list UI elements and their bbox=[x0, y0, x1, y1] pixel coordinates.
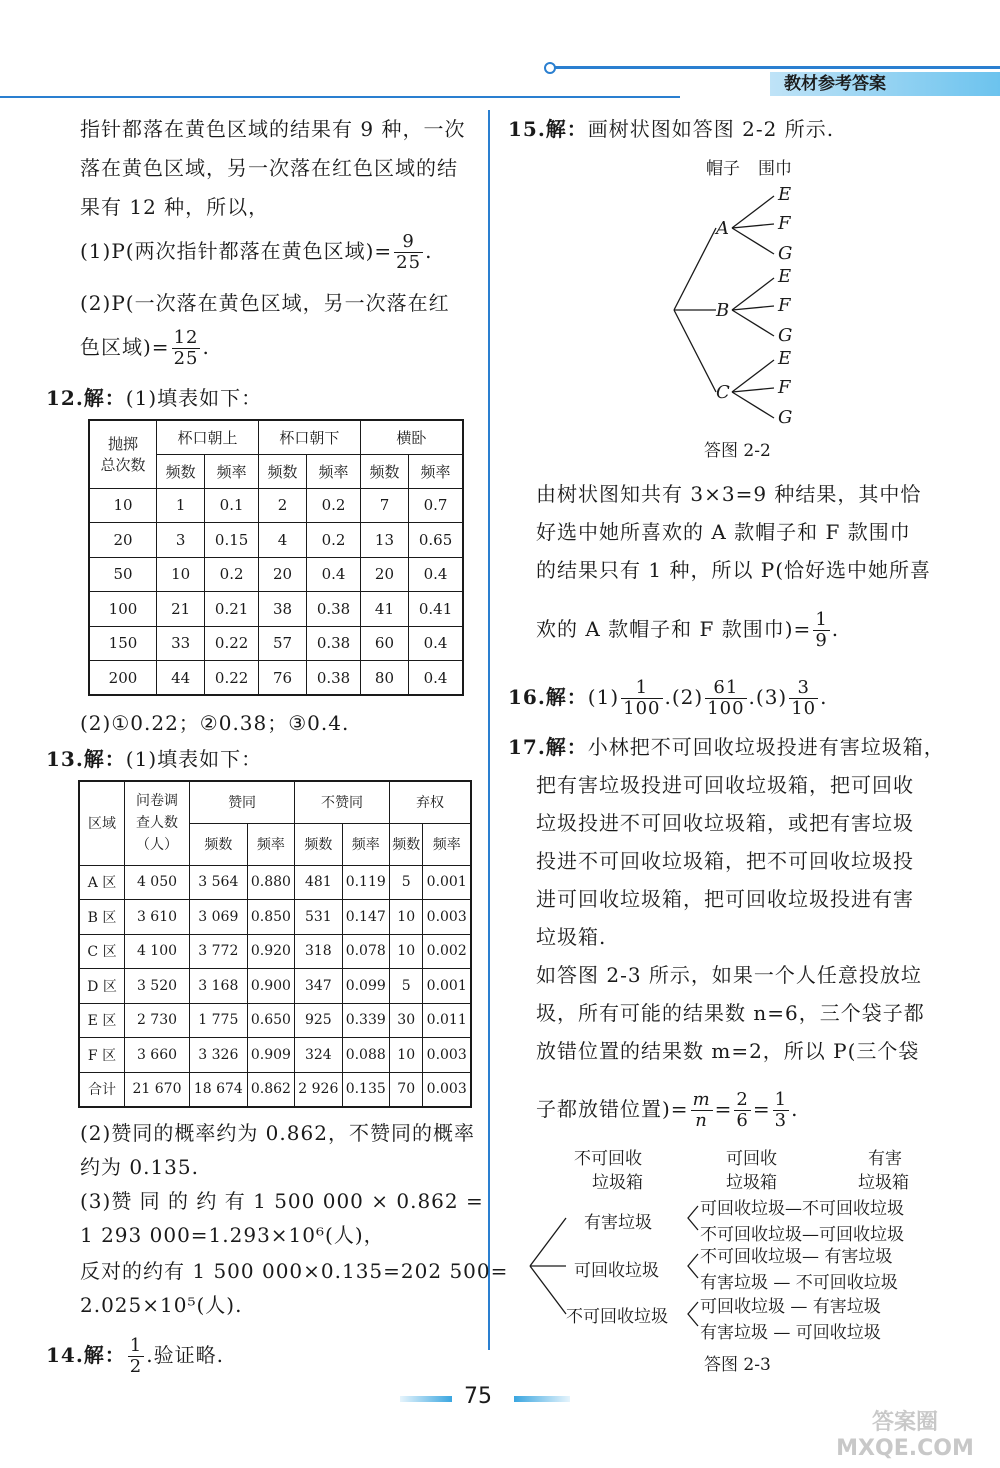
t13-cell: 1 775 bbox=[190, 1003, 248, 1038]
t12-cell: 20 bbox=[360, 557, 408, 592]
t13-cell: 2 730 bbox=[125, 1003, 190, 1038]
t12-throw-1: 抛掷 bbox=[107, 435, 138, 454]
q14-fraction bbox=[128, 1336, 144, 1377]
tree2-leaf: 有害垃圾 — 不可回收垃圾 bbox=[700, 1273, 898, 1293]
tree2-branch bbox=[530, 1218, 566, 1266]
t12-cell: 0.4 bbox=[409, 661, 463, 696]
t12-cell: 41 bbox=[360, 592, 408, 627]
t13-cell: 70 bbox=[389, 1072, 422, 1107]
t13-cell: 0.862 bbox=[247, 1072, 294, 1107]
t12-group: 杯口朝下 bbox=[258, 420, 360, 454]
q16-label-3: .(3) bbox=[748, 685, 788, 709]
t13-cell: 0.880 bbox=[247, 865, 294, 900]
q17-body2-3: 放错位置的结果数 m=2，所以 P(三个袋 bbox=[536, 1039, 920, 1063]
t13-cell: 0.003 bbox=[423, 900, 471, 935]
q16-den-3: 10 bbox=[791, 698, 817, 719]
q17-num-3: 1 bbox=[774, 1089, 788, 1110]
q17-body-4: 投进不可回收垃圾箱，把不可回收垃圾投 bbox=[536, 849, 914, 873]
t13-cell: 18 674 bbox=[190, 1072, 248, 1107]
tree1-header-hat: 帽子 bbox=[706, 159, 740, 179]
watermark: 答案圈 MXQE.COM bbox=[836, 1410, 974, 1461]
q17-number: 17.解： bbox=[508, 735, 588, 759]
t12-cell: 0.21 bbox=[205, 592, 259, 627]
t13-cell: 0.001 bbox=[423, 969, 471, 1004]
t13-row bbox=[79, 934, 471, 969]
t12-cell: 38 bbox=[258, 592, 306, 627]
header-title: 教材参考答案 bbox=[784, 74, 886, 94]
t12-group: 杯口朝上 bbox=[157, 420, 259, 454]
tree1-leaf: F bbox=[778, 377, 791, 398]
tree2-leaf: 不可回收垃圾—可回收垃圾 bbox=[700, 1225, 904, 1245]
q17-body-6: 垃圾箱. bbox=[536, 925, 607, 949]
q17-fraction-3 bbox=[773, 1090, 789, 1131]
t13-people-3: （人） bbox=[136, 837, 178, 854]
intro-line-1: 指针都落在黄色区域的结果有 9 种，一次 bbox=[80, 117, 466, 141]
t12-cell: 0.38 bbox=[307, 661, 361, 696]
t13-cell: E 区 bbox=[79, 1003, 125, 1038]
tree2-header-3a: 有害 bbox=[868, 1149, 902, 1169]
t12-sub: 频率 bbox=[205, 454, 259, 488]
t12-sub: 频率 bbox=[409, 454, 463, 488]
q14-text: .验证略. bbox=[146, 1343, 224, 1367]
t12-sub: 频数 bbox=[258, 454, 306, 488]
t12-cell: 21 bbox=[157, 592, 205, 627]
t12-cell: 1 bbox=[157, 488, 205, 523]
q17-den-3: 3 bbox=[774, 1110, 788, 1131]
t12-sub: 频率 bbox=[307, 454, 361, 488]
tree1-root: C bbox=[716, 382, 730, 403]
q16-number: 16.解： bbox=[508, 685, 588, 709]
t12-cell: 0.4 bbox=[307, 557, 361, 592]
tree2-leaf: 有害垃圾 — 可回收垃圾 bbox=[700, 1323, 881, 1343]
q15-text: 画树状图如答图 2-2 所示. bbox=[587, 117, 835, 141]
t13-row bbox=[79, 865, 471, 900]
prob-2: 色区域)= $\frac{12}{25}$ . bbox=[80, 327, 210, 369]
t12-cell: 0.1 bbox=[205, 488, 259, 523]
tree1-branch bbox=[732, 306, 774, 310]
header-dot bbox=[544, 62, 556, 74]
t12-throw-2: 总次数 bbox=[100, 456, 146, 475]
top-rule bbox=[0, 96, 680, 98]
t13-cell: 0.078 bbox=[342, 934, 389, 969]
column-divider bbox=[488, 110, 490, 1350]
t13-cell: 0.011 bbox=[423, 1003, 471, 1038]
t13-cell: 0.088 bbox=[342, 1038, 389, 1073]
t12-cell: 0.38 bbox=[307, 592, 361, 627]
q13-text: (1)填表如下： bbox=[125, 747, 263, 771]
t12-row bbox=[89, 523, 463, 558]
t12-group: 横卧 bbox=[360, 420, 463, 454]
t13-group: 不赞同 bbox=[295, 781, 390, 823]
prob-2-num: 12 bbox=[173, 327, 199, 348]
q17-den-1: n bbox=[695, 1110, 708, 1131]
t13-cell: 3 520 bbox=[125, 969, 190, 1004]
tree1-root: A bbox=[716, 218, 729, 239]
tree2-header-2b: 垃圾箱 bbox=[726, 1173, 777, 1193]
q13-answer-3b: 1 293 000=1.293×10⁶(人)， bbox=[80, 1223, 385, 1247]
q15-body-1: 由树状图知共有 3×3=9 种结果，其中恰 bbox=[536, 482, 922, 506]
q17-body-1: 小林把不可回收垃圾投进有害垃圾箱， bbox=[587, 735, 945, 759]
t12-cell: 200 bbox=[89, 661, 157, 696]
t12-cell: 0.38 bbox=[307, 626, 361, 661]
prob-1-label: (1)P(两次指针都落在黄色区域)= bbox=[80, 239, 393, 263]
q16-num-2: 61 bbox=[705, 678, 746, 699]
t12-sub: 频数 bbox=[157, 454, 205, 488]
t13-cell: C 区 bbox=[79, 934, 125, 969]
table-q12 bbox=[88, 419, 464, 696]
t13-cell: 0.002 bbox=[423, 934, 471, 969]
q16-num-1: 1 bbox=[621, 678, 662, 699]
q12-number: 12.解： bbox=[46, 386, 126, 410]
t12-cell: 0.2 bbox=[307, 488, 361, 523]
prob-2-den: 25 bbox=[173, 348, 199, 369]
tree2-brace bbox=[688, 1206, 698, 1230]
tree2-header-1a: 不可回收 bbox=[574, 1149, 642, 1169]
tree1-leaf: G bbox=[778, 243, 793, 264]
prob-1-num: 9 bbox=[394, 232, 423, 253]
t13-cell: 3 326 bbox=[190, 1038, 248, 1073]
q14-line bbox=[46, 1336, 224, 1377]
intro-line-3: 果有 12 种，所以， bbox=[80, 195, 270, 219]
t13-row bbox=[79, 1038, 471, 1073]
t13-cell: 324 bbox=[295, 1038, 342, 1073]
t13-cell: 0.920 bbox=[247, 934, 294, 969]
q16-label-2: .(2) bbox=[664, 685, 704, 709]
t13-people-1: 问卷调 bbox=[136, 793, 178, 810]
prob-1: (1)P(两次指针都落在黄色区域)= $\frac{9}{25}$ . bbox=[80, 231, 433, 273]
t12-row bbox=[89, 661, 463, 696]
q16-fraction-2 bbox=[705, 678, 746, 719]
t13-cell: 3 772 bbox=[190, 934, 248, 969]
t13-cell: 合计 bbox=[79, 1072, 125, 1107]
prob-2-line-1: (2)P(一次落在黄色区域，另一次落在红 bbox=[80, 291, 450, 315]
tree2-leaf: 可回收垃圾—不可回收垃圾 bbox=[700, 1199, 904, 1219]
t13-sub: 频数 bbox=[389, 823, 422, 865]
t13-cell: 0.099 bbox=[342, 969, 389, 1004]
t13-sub: 频率 bbox=[247, 823, 294, 865]
t13-cell: 10 bbox=[389, 934, 422, 969]
tree1-leaf: F bbox=[778, 295, 791, 316]
tree1-leaf: G bbox=[778, 325, 793, 346]
q14-num: 1 bbox=[129, 1335, 143, 1356]
q17-line-1 bbox=[508, 734, 945, 760]
t13-cell: 4 050 bbox=[125, 865, 190, 900]
t12-body bbox=[89, 488, 463, 695]
t12-cell: 0.2 bbox=[205, 557, 259, 592]
t12-cell: 150 bbox=[89, 626, 157, 661]
footer-deco-left bbox=[400, 1396, 452, 1402]
tree2-brace bbox=[688, 1254, 698, 1278]
t13-cell: 0.001 bbox=[423, 865, 471, 900]
t13-sub: 频率 bbox=[423, 823, 471, 865]
tree1-branch bbox=[732, 310, 774, 336]
q12-heading bbox=[46, 385, 262, 411]
q12-text: (1)填表如下： bbox=[125, 386, 263, 410]
t13-sub: 频率 bbox=[342, 823, 389, 865]
t12-header-throw bbox=[89, 420, 157, 488]
t12-cell: 76 bbox=[258, 661, 306, 696]
q15-last-text: 欢的 A 款帽子和 F 款围巾)= bbox=[536, 617, 812, 641]
t13-cell: 0.003 bbox=[423, 1038, 471, 1073]
t13-cell: A 区 bbox=[79, 865, 125, 900]
t13-header-people bbox=[125, 781, 190, 865]
t13-cell: 5 bbox=[389, 865, 422, 900]
t13-cell: 0.147 bbox=[342, 900, 389, 935]
t13-cell: 21 670 bbox=[125, 1072, 190, 1107]
t13-cell: 531 bbox=[295, 900, 342, 935]
q13-answer-2b: 约为 0.135. bbox=[80, 1155, 199, 1179]
tree1-branch bbox=[732, 228, 774, 254]
tree2-header-2a: 可回收 bbox=[726, 1149, 777, 1169]
q17-last-line: 子都放错位置)= $\frac{m}{n}$ = $\frac{2}{6}$ = $\frac{1}{3}$ . bbox=[536, 1089, 799, 1131]
tree1-leaf: E bbox=[778, 184, 792, 205]
page-number: 75 bbox=[464, 1384, 492, 1409]
tree2-branch bbox=[530, 1266, 566, 1314]
q15-body-2: 好选中她所喜欢的 A 款帽子和 F 款围巾 bbox=[536, 520, 911, 544]
t13-cell: 0.119 bbox=[342, 865, 389, 900]
q13-number: 13.解： bbox=[46, 747, 126, 771]
t13-cell: 10 bbox=[389, 900, 422, 935]
t12-row bbox=[89, 592, 463, 627]
t12-cell: 20 bbox=[258, 557, 306, 592]
tree2-caption: 答图 2-3 bbox=[704, 1355, 771, 1375]
t12-cell: 0.7 bbox=[409, 488, 463, 523]
t13-cell: 3 660 bbox=[125, 1038, 190, 1073]
prob-2-label: 色区域)= bbox=[80, 335, 170, 359]
t13-cell: 318 bbox=[295, 934, 342, 969]
t13-cell: 4 100 bbox=[125, 934, 190, 969]
q13-answer-3c: 反对的约有 1 500 000×0.135=202 500= bbox=[80, 1259, 509, 1283]
t13-cell: 3 610 bbox=[125, 900, 190, 935]
t12-row bbox=[89, 557, 463, 592]
t12-cell: 10 bbox=[89, 488, 157, 523]
t13-cell: 0.909 bbox=[247, 1038, 294, 1073]
t12-cell: 100 bbox=[89, 592, 157, 627]
t12-cell: 80 bbox=[360, 661, 408, 696]
t13-cell: 0.900 bbox=[247, 969, 294, 1004]
t13-cell: D 区 bbox=[79, 969, 125, 1004]
t13-cell: B 区 bbox=[79, 900, 125, 935]
tree1-leaf: E bbox=[778, 348, 792, 369]
tree2-root: 可回收垃圾 bbox=[574, 1261, 659, 1281]
prob-1-fraction bbox=[394, 232, 423, 273]
t13-row bbox=[79, 969, 471, 1004]
t13-group: 弃权 bbox=[389, 781, 471, 823]
tree2-header-3b: 垃圾箱 bbox=[858, 1173, 909, 1193]
t13-people-2: 查人数 bbox=[136, 815, 178, 832]
q15-number: 15.解： bbox=[508, 117, 588, 141]
t12-sub: 频数 bbox=[360, 454, 408, 488]
q13-heading bbox=[46, 746, 262, 772]
t13-row bbox=[79, 1003, 471, 1038]
t12-cell: 57 bbox=[258, 626, 306, 661]
q16-label-1: (1) bbox=[587, 685, 620, 709]
t12-cell: 0.4 bbox=[409, 557, 463, 592]
t13-cell: 0.850 bbox=[247, 900, 294, 935]
q16-den-1: 100 bbox=[623, 698, 661, 719]
t12-cell: 0.22 bbox=[205, 626, 259, 661]
t12-cell: 2 bbox=[258, 488, 306, 523]
t12-cell: 60 bbox=[360, 626, 408, 661]
q17-fraction-2 bbox=[734, 1090, 750, 1131]
tree2-leaf: 不可回收垃圾— 有害垃圾 bbox=[700, 1247, 893, 1267]
q16-fraction-1 bbox=[621, 678, 662, 719]
q15-fraction bbox=[813, 610, 829, 651]
tree1-leaf: G bbox=[778, 407, 793, 428]
t13-header-area: 区域 bbox=[79, 781, 125, 865]
t12-cell: 0.65 bbox=[409, 523, 463, 558]
q17-body-5: 进可回收垃圾箱，把可回收垃圾投进有害 bbox=[536, 887, 914, 911]
q14-den: 2 bbox=[129, 1356, 143, 1377]
t12-cell: 33 bbox=[157, 626, 205, 661]
q16-fraction-3 bbox=[789, 678, 818, 719]
tree1-caption: 答图 2-2 bbox=[704, 441, 771, 461]
t12-cell: 0.22 bbox=[205, 661, 259, 696]
t12-cell: 0.4 bbox=[409, 626, 463, 661]
t12-cell: 0.2 bbox=[307, 523, 361, 558]
q17-body-2: 把有害垃圾投进可回收垃圾箱，把可回收 bbox=[536, 773, 914, 797]
tree1-branch bbox=[674, 310, 716, 392]
t13-row bbox=[79, 900, 471, 935]
t13-sub: 频数 bbox=[295, 823, 342, 865]
t12-cell: 50 bbox=[89, 557, 157, 592]
prob-1-den: 25 bbox=[396, 252, 422, 273]
t13-cell: 481 bbox=[295, 865, 342, 900]
table-q13 bbox=[78, 780, 472, 1108]
tree2-leaf: 可回收垃圾 — 有害垃圾 bbox=[700, 1297, 881, 1317]
tree2-brace bbox=[688, 1302, 698, 1326]
t12-row bbox=[89, 488, 463, 523]
intro-line-2: 落在黄色区域，另一次落在红色区域的结 bbox=[80, 156, 458, 180]
t13-cell: 5 bbox=[389, 969, 422, 1004]
t12-cell: 13 bbox=[360, 523, 408, 558]
tree1-leaf: F bbox=[778, 213, 791, 234]
q15-num: 1 bbox=[815, 609, 828, 630]
t13-cell: 10 bbox=[389, 1038, 422, 1073]
q17-num-2: 2 bbox=[736, 1089, 749, 1110]
t12-cell: 0.15 bbox=[205, 523, 259, 558]
tree1-branch bbox=[732, 224, 774, 228]
q15-heading bbox=[508, 116, 834, 142]
q14-number: 14.解： bbox=[46, 1343, 126, 1367]
header-line bbox=[550, 66, 1000, 69]
q12-answer-2: (2)①0.22；②0.38；③0.4. bbox=[80, 711, 350, 735]
tree1-header-scarf: 围巾 bbox=[758, 159, 792, 179]
tree2-root: 有害垃圾 bbox=[584, 1213, 652, 1233]
tree1-branch bbox=[732, 392, 774, 418]
q17-last-text: 子都放错位置)= bbox=[536, 1097, 689, 1121]
tree1-branch bbox=[732, 196, 774, 228]
t13-group: 赞同 bbox=[190, 781, 295, 823]
q13-answer-3d: 2.025×10⁵(人). bbox=[80, 1293, 243, 1317]
t12-cell: 44 bbox=[157, 661, 205, 696]
q13-answer-2a: (2)赞同的概率约为 0.862，不赞同的概率 bbox=[80, 1121, 475, 1145]
q16-line: 16.解：(1) $\frac{1}{100}$ .(2) $\frac{61}{100}$ .(3) $\frac{3}{10}$ . bbox=[508, 677, 828, 719]
header-bar bbox=[530, 58, 1000, 98]
tree1-root: B bbox=[716, 300, 730, 321]
t13-sub: 频数 bbox=[190, 823, 248, 865]
q17-num-1: m bbox=[692, 1089, 711, 1110]
t12-cell: 4 bbox=[258, 523, 306, 558]
t13-cell: 3 069 bbox=[190, 900, 248, 935]
q15-body-4: 欢的 A 款帽子和 F 款围巾)= $\frac{1}{9}$ . bbox=[536, 609, 840, 651]
tree1-branch bbox=[732, 278, 774, 310]
prob-2-fraction bbox=[172, 328, 201, 369]
t13-cell: 925 bbox=[295, 1003, 342, 1038]
t13-body bbox=[79, 865, 471, 1107]
t13-cell: 30 bbox=[389, 1003, 422, 1038]
t13-cell: 2 926 bbox=[295, 1072, 342, 1107]
t13-cell: 3 168 bbox=[190, 969, 248, 1004]
t12-cell: 7 bbox=[360, 488, 408, 523]
t12-cell: 3 bbox=[157, 523, 205, 558]
tree2-header-1b: 垃圾箱 bbox=[592, 1173, 643, 1193]
t13-cell: 3 564 bbox=[190, 865, 248, 900]
tree2-root: 不可回收垃圾 bbox=[566, 1307, 668, 1327]
q17-body2-1: 如答图 2-3 所示，如果一个人任意投放垃 bbox=[536, 963, 922, 987]
q15-den: 9 bbox=[815, 630, 828, 651]
t13-cell: 0.339 bbox=[342, 1003, 389, 1038]
t12-row bbox=[89, 626, 463, 661]
t13-row bbox=[79, 1072, 471, 1107]
t13-cell: F 区 bbox=[79, 1038, 125, 1073]
q16-num-3: 3 bbox=[789, 678, 818, 699]
footer-deco-right bbox=[514, 1396, 570, 1402]
t12-cell: 20 bbox=[89, 523, 157, 558]
q17-den-2: 6 bbox=[736, 1110, 749, 1131]
q17-body-3: 垃圾投进不可回收垃圾箱，或把有害垃圾 bbox=[536, 811, 914, 835]
t13-cell: 347 bbox=[295, 969, 342, 1004]
tree1-branch bbox=[674, 228, 716, 310]
q17-fraction-1 bbox=[691, 1090, 713, 1131]
q17-body2-2: 圾，所有可能的结果数 n=6，三个袋子都 bbox=[536, 1001, 925, 1025]
t12-cell: 10 bbox=[157, 557, 205, 592]
q15-body-3: 的结果只有 1 种，所以 P(恰好选中她所喜 bbox=[536, 558, 932, 582]
q16-den-2: 100 bbox=[707, 698, 745, 719]
t13-cell: 0.135 bbox=[342, 1072, 389, 1107]
tree1-branch bbox=[732, 388, 774, 392]
t13-cell: 0.650 bbox=[247, 1003, 294, 1038]
tree1-branch bbox=[732, 360, 774, 392]
t12-cell: 0.41 bbox=[409, 592, 463, 627]
q13-answer-3a: (3)赞 同 的 约 有 1 500 000 × 0.862 = bbox=[80, 1189, 484, 1213]
t13-cell: 0.003 bbox=[423, 1072, 471, 1107]
tree1-leaf: E bbox=[778, 266, 792, 287]
